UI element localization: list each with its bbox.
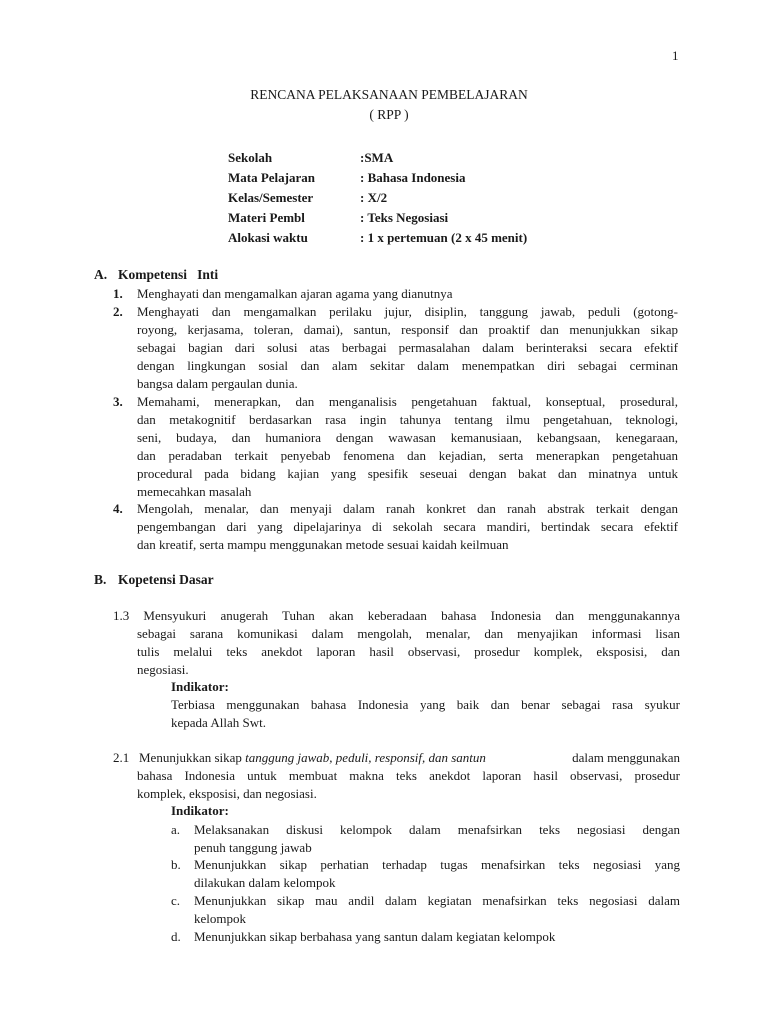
ki-text bbox=[137, 393, 678, 501]
ki-number: 4. bbox=[113, 501, 123, 516]
indicator-item bbox=[194, 821, 680, 857]
document-title: RENCANA PELAKSANAAN PEMBELAJARAN bbox=[250, 87, 528, 102]
ki-line: Menghayati dan mengamalkan perilaku jujur, disiplin, tanggung jawab, peduli (gotong- bbox=[137, 304, 678, 319]
indicator-item bbox=[194, 892, 680, 928]
kd-2-1-italic-attitudes: tanggung jawab, peduli, responsif, dan santun bbox=[245, 750, 486, 765]
kd-line: tulis melalui teks anekdot laporan hasil observasi, prosedur komplek, eksposisi, dan bbox=[137, 644, 680, 659]
identity-label-subject: Mata Pelajaran bbox=[228, 170, 316, 185]
indicator-letter: a. bbox=[171, 822, 181, 837]
identity-value-material: : Teks Negosiasi bbox=[360, 210, 449, 225]
ki-line: dan kreatif, serta mampu menggunakan metode sesuai kaidah keilmuan bbox=[137, 537, 509, 552]
ki-number: 2. bbox=[113, 304, 123, 319]
kd-2-1 bbox=[113, 749, 680, 767]
indicator-letter: c. bbox=[171, 893, 181, 908]
identity-value-school: :SMA bbox=[360, 150, 394, 165]
kd-line: negosiasi. bbox=[137, 662, 189, 677]
indicator-text bbox=[171, 696, 680, 732]
ki-line: seni, budaya, dan humaniora dengan wawasan kemanusiaan, kebangsaan, kenegaraan, bbox=[137, 430, 678, 445]
ki-line: procedural pada bidang kajian yang spesifik seseuai dengan bakat dan minatnya untuk bbox=[137, 466, 678, 481]
ki-text bbox=[137, 285, 678, 303]
indicator-line: kelompok bbox=[194, 911, 246, 926]
indicator-line: Melaksanakan diskusi kelompok dalam menafsirkan teks negosiasi dengan bbox=[194, 822, 680, 837]
indicator-line: Menunjukkan sikap mau andil dalam kegiatan menafsirkan teks negosiasi dalam bbox=[194, 893, 680, 908]
indicator-line: kepada Allah Swt. bbox=[171, 715, 266, 730]
ki-line: royong, kerjasama, toleran, damai), santun, responsif dan proaktif dan menunjukkan sikap bbox=[137, 322, 678, 337]
ki-line: Menghayati dan mengamalkan ajaran agama yang dianutnya bbox=[137, 286, 453, 301]
section-b-title: Kopetensi Dasar bbox=[118, 572, 214, 587]
identity-label-school: Sekolah bbox=[228, 150, 273, 165]
ki-number: 3. bbox=[113, 394, 123, 409]
kd-2-1-suffix: dalam menggunakan bbox=[568, 750, 680, 765]
ki-line: dan peradaban terkait penyebab fenomena dan kejadian, serta menerapkan pengetahuan bbox=[137, 448, 678, 463]
ki-line: dengan lingkungan sosial dan alam sekitar dalam menempatkan diri sebagai cerminan bbox=[137, 358, 678, 373]
kd-line: bahasa Indonesia untuk membuat makna teks anekdot laporan hasil observasi, prosedur bbox=[137, 768, 680, 783]
ki-line: Mengolah, menalar, dan menyaji dalam ranah konkret dan ranah abstrak terkait dengan bbox=[137, 501, 678, 516]
kd-line: 1.3 Mensyukuri anugerah Tuhan akan keberadaan bahasa Indonesia dan menggunakannya bbox=[113, 608, 680, 623]
ki-text bbox=[137, 500, 678, 554]
indicator-item bbox=[194, 928, 680, 946]
ki-line: dan metakognitif berdasarkan rasa ingin tahunya tentang ilmu pengetahuan, teknologi, bbox=[137, 412, 678, 427]
kd-line: sebagai sarana komunikasi dalam mengolah, menalar, dan menyajikan informasi lisan bbox=[137, 626, 680, 641]
section-a-letter: A. bbox=[94, 267, 108, 282]
indicator-letter: d. bbox=[171, 929, 181, 944]
section-a-heading bbox=[94, 266, 218, 284]
kd-2-1-continued bbox=[137, 767, 680, 803]
indicator-label: Indikator: bbox=[171, 679, 229, 694]
section-a-title: Kompetensi Inti bbox=[118, 267, 219, 282]
indicator-label: Indikator: bbox=[171, 803, 229, 818]
kd-2-1-prefix: 2.1 Menunjukkan sikap bbox=[113, 750, 246, 765]
indicator-letter: b. bbox=[171, 857, 181, 872]
indicator-line: dilakukan dalam kelompok bbox=[194, 875, 336, 890]
ki-text bbox=[137, 303, 678, 393]
ki-line: sebagai bagian dari solusi atas berbagai permasalahan dalam berinteraksi secara efektif bbox=[137, 340, 678, 355]
ki-line: bangsa dalam pergaulan dunia. bbox=[137, 376, 298, 391]
indicator-line: penuh tanggung jawab bbox=[194, 840, 312, 855]
identity-label-class: Kelas/Semester bbox=[228, 190, 314, 205]
ki-line: pengembangan dari yang dipelajarinya di sekolah secara mandiri, bertindak secara efektif bbox=[137, 519, 678, 534]
ki-line: memecahkan masalah bbox=[137, 484, 252, 499]
identity-label-time: Alokasi waktu bbox=[228, 230, 308, 245]
indicator-item bbox=[194, 856, 680, 892]
document-subtitle: ( RPP ) bbox=[369, 107, 409, 122]
indicator-line: Menunjukkan sikap perhatian terhadap tugas menafsirkan teks negosiasi yang bbox=[194, 857, 680, 872]
identity-label-material: Materi Pembl bbox=[228, 210, 305, 225]
ki-number: 1. bbox=[113, 286, 123, 301]
kd-line: komplek, eksposisi, dan negosiasi. bbox=[137, 786, 317, 801]
ki-line: Memahami, menerapkan, dan menganalisis pengetahuan faktual, konseptual, prosedural, bbox=[137, 394, 678, 409]
identity-value-class: : X/2 bbox=[360, 190, 388, 205]
section-b-heading bbox=[94, 571, 214, 589]
indicator-line: Menunjukkan sikap berbahasa yang santun dalam kegiatan kelompok bbox=[194, 929, 556, 944]
kd-1-3-continued bbox=[137, 625, 680, 679]
identity-value-subject: : Bahasa Indonesia bbox=[360, 170, 466, 185]
kd-1-3 bbox=[113, 607, 680, 625]
section-b-letter: B. bbox=[94, 572, 107, 587]
identity-value-time: : 1 x pertemuan (2 x 45 menit) bbox=[360, 230, 528, 245]
page-number: 1 bbox=[672, 48, 679, 63]
indicator-line: Terbiasa menggunakan bahasa Indonesia yang baik dan benar sebagai rasa syukur bbox=[171, 697, 680, 712]
